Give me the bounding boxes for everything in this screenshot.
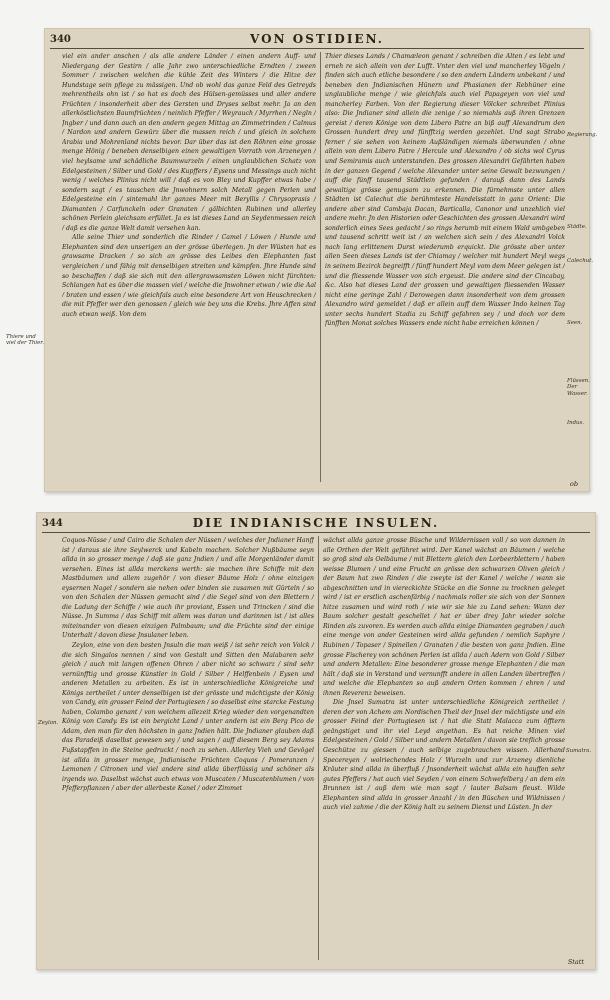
- column-divider: [318, 536, 319, 960]
- margin-note: Zeylon.: [38, 720, 59, 726]
- right-column: [323, 536, 565, 954]
- running-head: VON OSTIDIEN.: [250, 32, 384, 46]
- paragraph: Die Jnsel Sumatra ist unter unterschiedliche Königreich zertheilet / deren der von Achem am Nordischen Theil der Jnsel der mächtigste und ein grosser Feind der Portugiesen ist / hat die Statt Malacca zum öfftern geängstiget und ihr viel Leyd angethan. Es hat reiche Minen viel Edelgesteinen / Gold / Silber und andern Metallen / davon sie treflich grosse Geschütze zu giessen / auch selbige zugebrauchen wissen. Allerhand Specereyen / wolriechendes Holz / Wurzeln und zur Arzeney dienliche Kräuter sind allda in überfluß / Jnsonderheit wächst allda ein hauffen sehr gutes Pfeffers / hat auch viel Seyden / von einem Schwefelberg / an dem ein Brunnen ist / auß dem wie man sagt / lauter Balsam fleust. Wilde Elephanten sind allda in grosser Anzahl / in den Büschen und Wildnissen / auch viel zahme / die der König halt zu seinem Dienst und Lüsten. Jn der: [323, 699, 565, 812]
- page-header: [36, 512, 596, 534]
- catchword: Statt: [567, 958, 584, 966]
- left-column: [62, 536, 314, 954]
- paragraph: Coquos-Nüsse / und Cairo die Schalen der Nüssen / welches der Jndianer Hanff ist / daraus sie ihre Seylwerck und Kabeln machen. Solcher Nußbäume seyn allda in so grosser menge / daß sie ganz Jndien / und alle Morgenländer damit versehen. Eines ist allda merckens werth: sie machen ihre Schiffe mit den Mastbäumen und allem zugehör / von dieser Bäume Holz / ohne einzigen eysernen Nagel / sondern sie nehen oder binden sie zusamen mit Gürteln / so von den Schalen der Nüssen gemacht sind / die Segel sind von den Blettern / die Ladung der Schiffe / wie auch ihr proviant, Essen und Trincken / sind die Nüsse. Jn Summa / das Schiff mit allem was daran und darinnen ist / ist alles miteinander von diesen einzigen Palmbaum; und die Früchte sind der einige Unterhalt / davon diese Jnsulaner leben.: [62, 537, 314, 640]
- right-column: [325, 52, 565, 472]
- catchword: ob: [569, 480, 578, 488]
- paragraph: Thier dieses Lands / Chamæleon genant / schreiben die Alten / es lebt und erneh re sich allein von der Lufft. Vnter den viel und mancherley Vögeln / finden sich auch etliche besondere / so den andern Ländern unbekant / und beneben den Jndianischen Hünern und Phasianen der Rebhüner eine unglaubliche menge / wie gleichfals auch viel Papageyen von viel und mancherley Farben. Von der Regierung dieser Völcker schreibet Plinius also: Die Jndianer sind allein die zenige / so niemahls auß ihren Grenzen gereist / deren Könige von dem Libero Patre an biß auff Alexandrum den Grossen hundert drey und fünfftzig werden gezehlet. Und sagt Strabo ferner / sie sehen von keinem Außländigen niemals überwunden / ohne allein von dem Libero Patre / Hercule und Alexandro / ob sichs wol Cyrus und Semiramis auch unterstanden. Des grossen Alexandri Gefährten haben in der ganzen Gegend / welche Alexander unter seine Gewalt bezwungen / auff die fünff tausend Städtlein gefunden / darauß dann des Lands gewaltige grösse genugsam zu erkennen. Die fürnehmste unter allen Städten ist Calechut die berühmteste Handelsstatt in ganz Orient: Die andere aber sind Cambaja Dacan, Barticalla, Canonor und unzehlich viel andere mehr. Jn den Historien oder Geschichten des grossen Alexandri wird sonderlich eines Sees gedacht / so rings herumb mit einem Wald umbgeben und tausend schritt weit ist / an welchen sich sein / des Alexandri Volck nach lang erlittenem Durst wiederumb erquickt. Die grösste aber unter allen Seen dieses Lands ist der Chiamay / welcher mit hundert Meyl wegs in seinem Bezirck begreifft / fünff hundert Meyl vom dem Meer gelegen ist / und die fliessende Wasser von sich ergeust. Die andere sind der Cincabay, &c. Also hat dieses Land der grossen und gewaltigen fliessenden Wasser nicht eine geringe Zahl / Derowegen dann insonderheit von dem grossen Alexandro wird gemeldet / daß er allein auff dem Wasser Indo keinen Tag unter sechs hundert Stadia zu Schiff gefahren sey / und doch vor dem fünfften Monat solches Wassers ende nicht habe erreichen können /: [325, 53, 565, 328]
- margin-note: Indus.: [567, 420, 585, 426]
- column-divider: [320, 52, 321, 482]
- bottom-page: [36, 512, 596, 970]
- margin-note: Regierung.: [567, 132, 598, 138]
- margin-note: Sumatra.: [566, 748, 592, 754]
- header-rule: [50, 48, 584, 49]
- paragraph: viel ein ander anschen / als alle andere Länder / einen andern Auff- und Niedergang der Gestirn / alle Jahr zwo unterschiedliche Erndten / zween Sommer / zwischen welchen die kühle Zeit des Winters / die Hitze der Hundstage sein pflege zu mässigen. Und ob wohl das ganze Feld des Getreyds mehrentheils ohn ist / so hat es doch des Hülsen-gemüsses und aller andere Früchten / insonderheit aber des Gersten und Dryses selbst mehr. Ja an den allerköstlichsten Baumfrüchten / neinlich Pfeffer / Weyrauch / Myrrhen / Negln / Jngber / und dann auch an den andern gegen Mittag an Zimmetrinden / Calmus / Nardon und andern Gewürz über die massen reich / und gleich in solchem Arabia und Mohrenland nichts bevor. Dar über das ist den Röhren eine grosse menge Hönig / beneben denselbigen einen gewaltigen Vorrath von Arzeneyen / viel heylsame und schädliche Baumwurzeln / einen unglaublichen Schatz von Edelgesteinen / Silber und Gold / des Kupffers / Eysens und Messings auch nicht wenig / welches Plinius nicht will / daß es von Bley und Kupffer etwas habe / sondern sagt / es tauschen die Jnwohnern solch Metall gegen Perlen und Edelgesteine ein / sintemahl ihr ganzes Meer mit Beryllis / Chrysoprasis / Diamanten / Carfunckeln oder Granaten / gälbichten Rubinen und allerley schönen Perlein gleichsam erfüllet. Ja es ist dieses Land an Seydenmessen reich / daß es die ganze Welt damit versehen kan.: [62, 53, 316, 232]
- paragraph: Zeylon, eine von den besten Jnsuln die man weiß / ist sehr reich von Volck / die sich Singalos nennen / sind von Gestalt und Sitten den Malabaren sehr gleich / auch mit langen offenen Ohren / aber nicht so schwarz / sind sehr vernünfftig und grosse Künstler in Gold / Silber / Helffenbein / Eysen und anderen Metallen zu arbeiten. Es ist in unterschiedliche Königreiche und Königs zertheilet / unter denselbigen ist der grösste und mächtigste der König von Candy, ein grosser Feind der Portugiesen / so daselbst eine starcke Festung haben, Colambo genant / von welchem allezeit Krieg wieder den vorgenandten König von Candy. Es ist ein bergicht Land / unter andern ist ein Berg Pico de Adam, den man für den höchsten in ganz Jndien hält. Die Jndianer glauben daß das Paradeiß daselbst gewesen sey / und sagen / auff diesem Berg sey Adams Fußstapffen in die Steine gedruckt / noch zu sehen. Allerley Vieh und Gevögel ist allda in grosser menge, Jndianische Früchten Coquos / Pomeranzen / Lemonen / Citronen und viel andere sind allda überflüssig und schöner als irgends wo. Daselbst wächst auch etwas von Muscaten / Muscatenblumen / von Pfefferpflanzen / aber der allerbeste Kanel / oder Zimmet: [62, 642, 314, 793]
- margin-note: Seen.: [567, 320, 583, 326]
- left-column: [62, 52, 316, 472]
- margin-note: Flüssen. Der Wasser.: [567, 378, 590, 397]
- top-page: [6, 28, 598, 492]
- page-number: 340: [50, 34, 71, 45]
- running-head: DIE INDIANISCHE INSULEN.: [192, 516, 440, 530]
- header-rule: [42, 532, 590, 533]
- margin-note: Calechut.: [567, 258, 594, 264]
- paragraph: wächst allda ganze grosse Büsche und Wildernissen voll / so von dannen in alle Orthen der Welt geführet wird. Der Kanel wächst an Bäumen / welche so groß sind als Oelbäume / mit Blettern gleich den Lorbeerblettern / haben weisse Blumen / und eine Frucht an grösse den schwarzen Oliven gleich / der Baum hat zwo Rinden / die zweyte ist der Kanel / welche / wann sie abgeschnitten und in viereckichte Stücke an die Sonne zu trocknen geleget wird / ist er erstlich aschenfärbig / nachmals roller sie sich von der Sonnen hitze zusamen und wird roth / wie wir sie hie zu Land sehen: Wann der Baum solcher gestalt geschellet / hat er über drey Jahr wieder solche Rinden als zuvoren. Es werden auch allda einige Diamanten gegraben / auch eine menge von ander Gesteinen wird allda gefunden / nemlich Saphyre / Rubinen / Topaser / Spinellen / Granaten / die besten von ganz Jndien. Eine grosse Fischerey von schönen Perlen ist allda / auch Adern von Gold / Silber und andern Metallen: Eine besonderer grosse menge Elephanten / die man hält / daß sie in Verstand und vernunfft andere in allen Landen übertreffen / und welche die Elephanten so auß andern Orten kommen / ehren / und ihnen Reverenz beweisen.: [323, 537, 565, 697]
- margin-note: Thiere und viel der Thier.: [6, 334, 45, 347]
- page-header: [44, 28, 590, 50]
- page-number: 344: [42, 518, 63, 529]
- margin-note: Städte.: [567, 224, 587, 230]
- paragraph: Alle seine Thier und sonderlich die Rinder / Camel / Löwen / Hunde und Elephanten sind den unserigen an der grösse überlegen. Jn der Wüsten hat es grawsame Dracken / so sich an grösse des Leibes den Elephanten fast vergleichen / und fähig mit denselbigen streiten und kämpfen. Jhre Hunde sind so beschaffen / daß sie sich mit den allergrawsamsten Löwen nicht fürchten: Schlangen hat es über die massen viel / welche die Jnwohner etwan / wie die Aal / braten und essen / wie gleichfals auch eine besondere Art von Heuschrecken / die mit Pfeffer wer den genossen / gleich wie bey uns die Krebs. Jhre Affen sind auch etwan weiß. Von dem: [62, 234, 316, 318]
